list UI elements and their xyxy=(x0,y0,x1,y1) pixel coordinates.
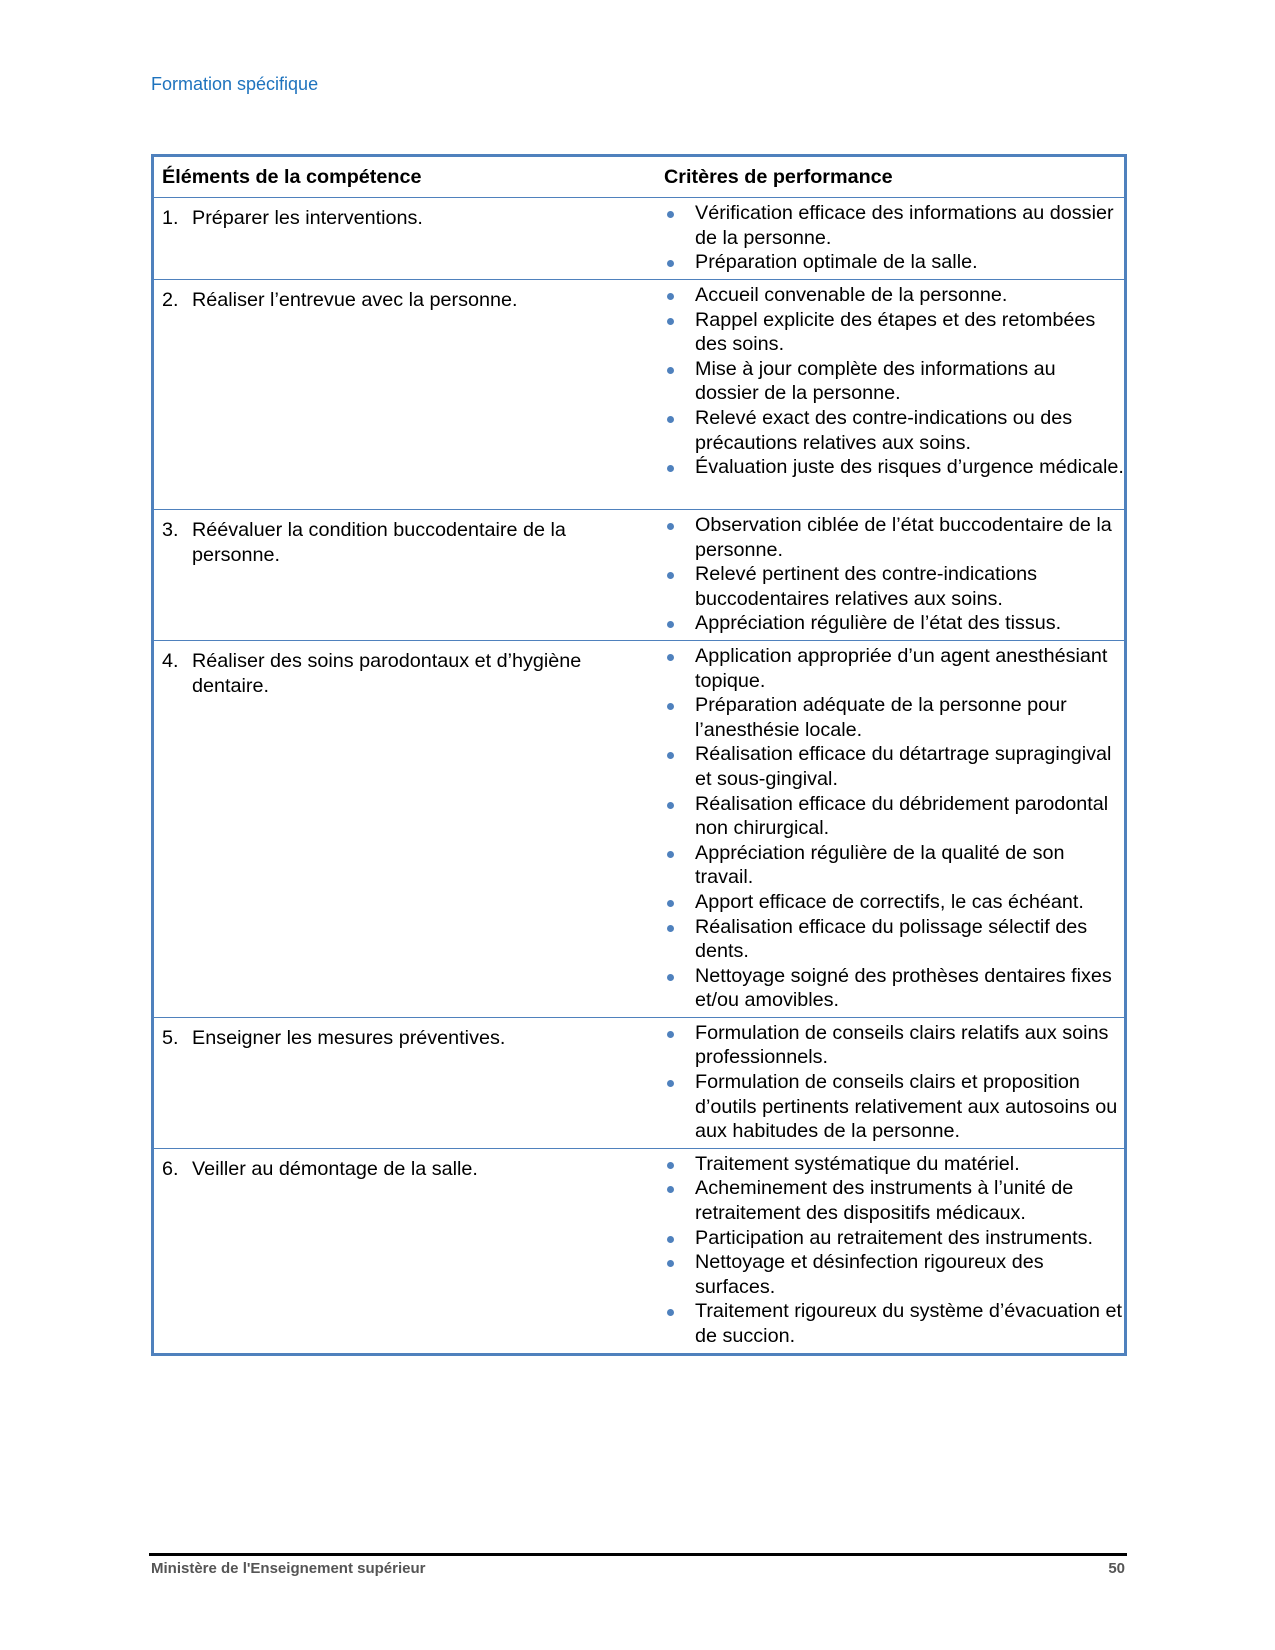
criterion-item: Rappel explicite des étapes et des retombées des soins. xyxy=(664,308,1124,357)
table-row xyxy=(153,198,1126,280)
running-header: Formation spécifique xyxy=(151,74,319,94)
element-number: 5. xyxy=(162,1026,179,1049)
element-number: 6. xyxy=(162,1157,179,1180)
criterion-item: Traitement systématique du matériel. xyxy=(664,1152,1124,1177)
criterion-item: Nettoyage soigné des prothèses dentaires fixes et/ou amovibles. xyxy=(664,964,1124,1013)
criterion-item: Participation au retraitement des instruments. xyxy=(664,1226,1124,1251)
element-number: 1. xyxy=(162,207,179,229)
criteria-cell xyxy=(649,1148,1126,1354)
element-text: Réévaluer la condition buccodentaire de la personne. xyxy=(192,519,566,566)
criteria-list xyxy=(649,198,1124,279)
criterion-item: Traitement rigoureux du système d’évacuation et de succion. xyxy=(664,1299,1124,1348)
element-cell xyxy=(153,640,650,1017)
table-row xyxy=(153,280,1126,510)
criteria-list xyxy=(649,1018,1124,1148)
criterion-item: Observation ciblée de l’état buccodentaire de la personne. xyxy=(664,513,1124,562)
criterion-item: Vérification efficace des informations au dossier de la personne. xyxy=(664,201,1124,250)
col-header-criteria: Critères de performance xyxy=(649,156,1126,198)
criterion-item: Mise à jour complète des informations au dossier de la personne. xyxy=(664,357,1124,406)
element-number: 2. xyxy=(162,289,179,311)
element-number: 4. xyxy=(162,649,179,672)
criterion-item: Relevé pertinent des contre-indications buccodentaires relatives aux soins. xyxy=(664,562,1124,611)
table-row xyxy=(153,1148,1126,1354)
criteria-list xyxy=(649,510,1124,640)
element-text: Réaliser l’entrevue avec la personne. xyxy=(192,289,518,311)
criterion-item: Réalisation efficace du débridement parodontal non chirurgical. xyxy=(664,792,1124,841)
criterion-item: Acheminement des instruments à l’unité de retraitement des dispositifs médicaux. xyxy=(664,1176,1124,1225)
criterion-item: Réalisation efficace du détartrage supragingival et sous-gingival. xyxy=(664,742,1124,791)
element-cell xyxy=(153,280,650,510)
criteria-cell xyxy=(649,1017,1126,1148)
criterion-item: Accueil convenable de la personne. xyxy=(664,283,1124,308)
criterion-item: Appréciation régulière de la qualité de son travail. xyxy=(664,841,1124,890)
footer-divider xyxy=(149,1553,1127,1556)
col-header-elements: Éléments de la compétence xyxy=(153,156,650,198)
competence-table xyxy=(151,154,1127,1356)
criterion-item: Apport efficace de correctifs, le cas échéant. xyxy=(664,890,1124,915)
criterion-item: Nettoyage et désinfection rigoureux des surfaces. xyxy=(664,1250,1124,1299)
criteria-list xyxy=(649,280,1124,484)
criteria-list xyxy=(649,641,1124,1017)
criterion-item: Réalisation efficace du polissage sélectif des dents. xyxy=(664,915,1124,964)
criterion-item: Application appropriée d’un agent anesthésiant topique. xyxy=(664,644,1124,693)
element-number: 3. xyxy=(162,519,179,541)
element-text: Préparer les interventions. xyxy=(192,207,423,229)
criteria-cell xyxy=(649,280,1126,510)
element-text: Veiller au démontage de la salle. xyxy=(192,1157,478,1180)
criterion-item: Évaluation juste des risques d’urgence médicale. xyxy=(664,455,1124,480)
criterion-item: Formulation de conseils clairs relatifs aux soins professionnels. xyxy=(664,1021,1124,1070)
criterion-item: Appréciation régulière de l’état des tissus. xyxy=(664,611,1124,636)
element-text: Réaliser des soins parodontaux et d’hygiène dentaire. xyxy=(192,649,582,697)
criterion-item: Formulation de conseils clairs et proposition d’outils pertinents relativement aux autosoins ou aux habitudes de la personne. xyxy=(664,1070,1124,1144)
criteria-cell xyxy=(649,510,1126,641)
criterion-item: Préparation optimale de la salle. xyxy=(664,250,1124,275)
table-row xyxy=(153,1017,1126,1148)
criteria-cell xyxy=(649,198,1126,280)
table-row xyxy=(153,510,1126,641)
footer-ministry: Ministère de l'Enseignement supérieur xyxy=(151,1560,426,1577)
element-text: Enseigner les mesures préventives. xyxy=(192,1026,506,1049)
criteria-list xyxy=(649,1149,1124,1353)
table-header-row xyxy=(153,156,1126,198)
element-cell xyxy=(153,510,650,641)
criterion-item: Préparation adéquate de la personne pour l’anesthésie locale. xyxy=(664,693,1124,742)
criterion-item: Relevé exact des contre-indications ou des précautions relatives aux soins. xyxy=(664,406,1124,455)
element-cell xyxy=(153,1148,650,1354)
element-cell xyxy=(153,1017,650,1148)
page-number: 50 xyxy=(1108,1560,1125,1577)
element-cell xyxy=(153,198,650,280)
criteria-cell xyxy=(649,640,1126,1017)
table-row xyxy=(153,640,1126,1017)
